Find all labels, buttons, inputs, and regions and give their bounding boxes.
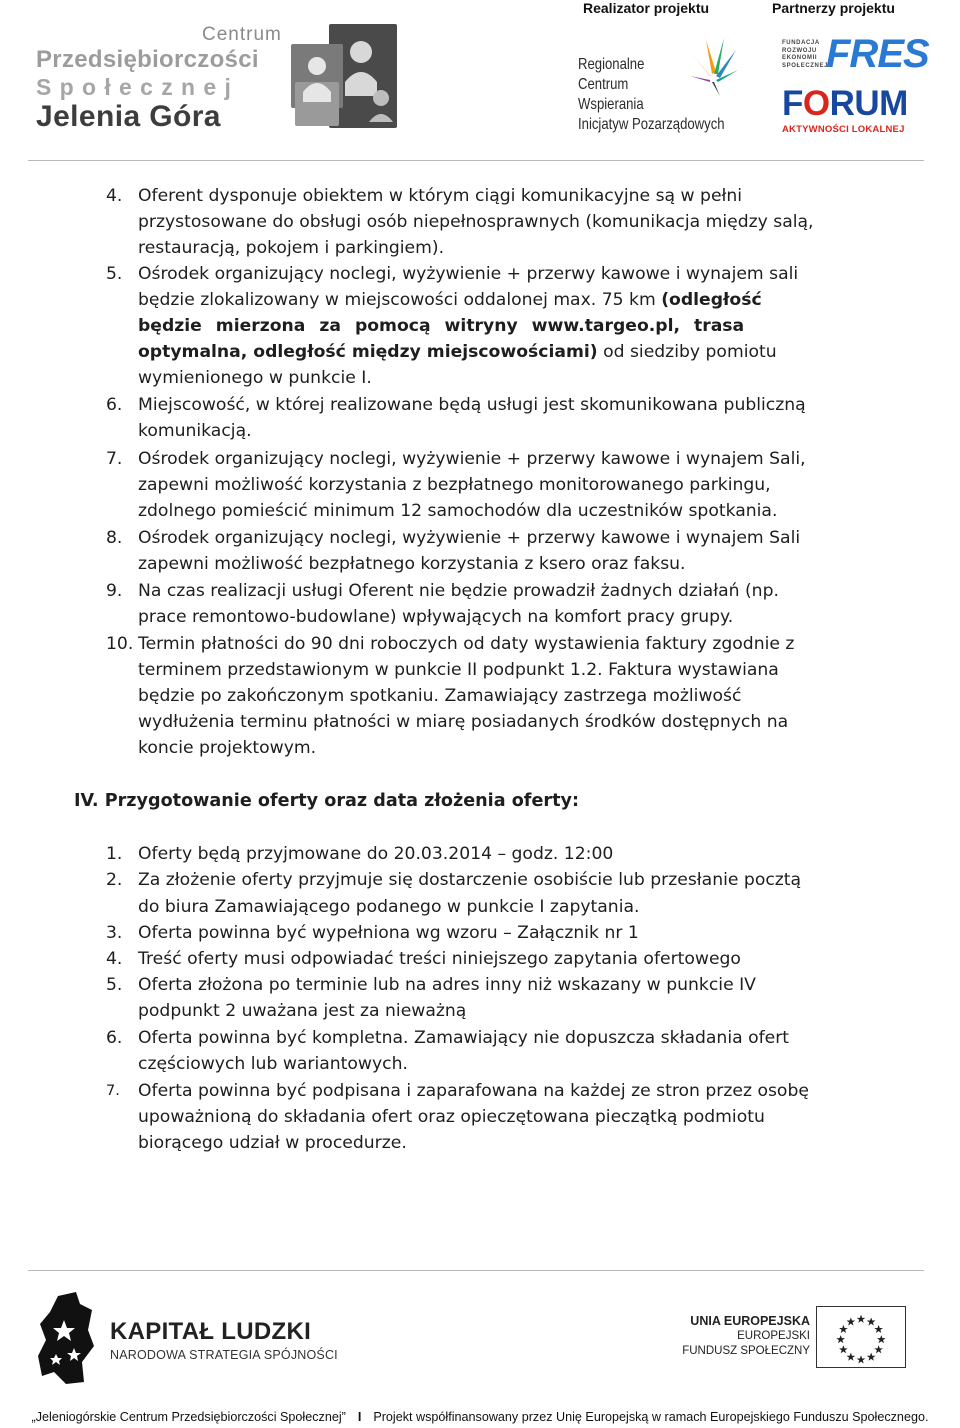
list-item-line: Oferta powinna być kompletna. Zamawiający nie dopuszcza składania ofert <box>138 1028 790 1048</box>
list-item-number: 2. <box>106 870 123 890</box>
list-item-line: upoważnioną do składania ofert oraz opieczętowana pieczątką podmiotu <box>138 1107 765 1127</box>
fres-logo <box>782 32 929 78</box>
list-item-number: 5. <box>106 975 123 995</box>
list-item-line: biorącego udział w procedurze. <box>138 1133 407 1153</box>
cps-logo-line1: Przedsiębiorczości <box>36 46 259 73</box>
list-item-number: 4. <box>106 949 123 969</box>
list-item-line: Oferty będą przyjmowane do 20.03.2014 – godz. 12:00 <box>138 844 614 864</box>
list-item-number: 1. <box>106 844 123 864</box>
list-item-number: 7. <box>106 1083 120 1099</box>
footer-separator: I <box>357 1410 362 1424</box>
list-item-line: będzie mierzona za pomocą witryny www.targeo.pl, trasa <box>138 316 745 336</box>
forum-logo-word <box>782 84 908 124</box>
list-item-line: Oferta powinna być podpisana i zaparafowana na każdej ze stron przez osobę <box>138 1081 809 1101</box>
list-item-line <box>138 339 898 365</box>
cps-logo-line2: Społecznej <box>36 74 240 100</box>
list-item-line: Oferta powinna być wypełniona wg wzoru – Załącznik nr 1 <box>138 923 639 943</box>
cps-logo-line3: Jelenia Góra <box>36 100 221 133</box>
kapital-ludzki-logo <box>36 1290 338 1386</box>
eu-logo-line2: EUROPEJSKI <box>737 1330 810 1342</box>
item5-text: będzie zlokalizowany w miejscowości oddalonej max. 75 km <box>138 290 656 310</box>
list-item-line: Za złożenie oferty przyjmuje się dostarczenie osobiście lub przesłanie pocztą <box>138 870 802 890</box>
list-item-line: Ośrodek organizujący noclegi, wyżywienie + przerwy kawowe i wynajem Sali, <box>138 449 806 469</box>
list-item-number: 6. <box>106 1028 123 1048</box>
list-item-line: restauracją, pokojem i parkingiem). <box>138 238 445 258</box>
list-item-line: Termin płatności do 90 dni roboczych od daty wystawienia faktury zgodnie z <box>138 634 795 654</box>
list-item-number: 5. <box>106 264 123 284</box>
footer-divider <box>28 1270 924 1271</box>
footer-text <box>0 1410 960 1424</box>
cps-jelenia-gora-logo <box>34 22 404 134</box>
list-item-line: prace remontowo-budowlane) wpływających na komfort pracy grupy. <box>138 607 734 627</box>
list-item-line: zdolnego pomieścić minimum 12 samochodów dla uczestników spotkania. <box>138 501 778 521</box>
rcw-logo-line4: Inicjatyw Pozarządowych <box>578 116 725 133</box>
eu-logo-line3: FUNDUSZ SPOŁECZNY <box>682 1345 810 1357</box>
list-item-number: 9. <box>106 581 123 601</box>
list-item-line: Oferent dysponuje obiektem w którym ciągi komunikacyjne są w pełni <box>138 186 743 206</box>
forum-logo-o: O <box>802 84 830 123</box>
list-item-line: Miejscowość, w której realizowane będą usługi jest skomunikowana publiczną <box>138 395 806 415</box>
list-item-line: zapewni możliwość korzystania z bezpłatnego monitorowanego parkingu, <box>138 475 771 495</box>
list-item-line: Oferta złożona po terminie lub na adres inny niż wskazany w punkcie IV <box>138 975 756 995</box>
burst-icon <box>690 36 738 96</box>
rcw-logo-line2: Centrum <box>578 76 629 93</box>
forum-logo-f: F <box>782 84 803 123</box>
list-item-line: Na czas realizacji usługi Oferent nie będzie prowadził żadnych działań (np. <box>138 581 779 601</box>
list-item-line: zapewni możliwość bezpłatnego korzystania z ksero oraz faksu. <box>138 554 686 574</box>
list-item-line <box>138 287 898 313</box>
item5-bold-text: (odległość <box>661 290 762 310</box>
footer-cofinancing-note: Projekt współfinansowany przez Unię Europejską w ramach Europejskiego Funduszu Społecznego. <box>373 1410 929 1424</box>
list-item-line: przystosowane do obsługi osób niepełnosprawnych (komunikacja między salą, <box>138 212 814 232</box>
list-item-line: Ośrodek organizujący noclegi, wyżywienie + przerwy kawowe i wynajem sali <box>138 264 799 284</box>
list-item-number: 7. <box>106 449 123 469</box>
list-item-number: 3. <box>106 923 123 943</box>
list-item-line: Ośrodek organizujący noclegi, wyżywienie + przerwy kawowe i wynajem Sali <box>138 528 801 548</box>
list-item-number: 6. <box>106 395 123 415</box>
section-heading: IV. Przygotowanie oferty oraz data złożenia oferty: <box>74 791 579 811</box>
realizator-label: Realizator projektu <box>583 0 710 16</box>
list-item-line: wymienionego w punkcie I. <box>138 368 372 388</box>
forum-logo <box>782 84 922 140</box>
cps-logo-centrum: Centrum <box>202 24 282 45</box>
poland-map-stars-icon <box>36 1290 96 1386</box>
list-item-line: koncie projektowym. <box>138 738 317 758</box>
eu-logo-text <box>682 1314 810 1359</box>
rcw-logo-line1: Regionalne <box>578 56 645 73</box>
list-item-line: terminem przedstawionym w punkcie II podpunkt 1.2. Faktura wystawiana <box>138 660 779 680</box>
eu-social-fund-logo <box>682 1306 910 1370</box>
fres-logo-word: FRES <box>826 32 929 76</box>
people-puzzle-icon <box>289 22 401 130</box>
list-item-line: podpunkt 2 uważana jest za nieważną <box>138 1001 467 1021</box>
header-divider <box>28 160 924 161</box>
rcw-logo-line3: Wspierania <box>578 96 644 113</box>
fres-logo-small: FUNDACJA ROZWOJU EKONOMII SPOŁECZNEJ <box>782 40 829 69</box>
list-item-line: będzie po zakończonym spotkaniu. Zamawiający zastrzega możliwość <box>138 686 742 706</box>
list-item-line: do biura Zamawiającego podanego w punkcie I zapytania. <box>138 897 640 917</box>
eu-flag-icon <box>816 1306 906 1368</box>
list-item-number: 10. <box>106 634 134 654</box>
list-item-line: Treść oferty musi odpowiadać treści niniejszego zapytania ofertowego <box>138 949 741 969</box>
kapital-ludzki-title: KAPITAŁ LUDZKI <box>110 1318 312 1345</box>
list-item-number: 4. <box>106 186 123 206</box>
forum-logo-rest: RUM <box>829 84 908 123</box>
rcw-logo <box>578 36 738 140</box>
list-item-line: wydłużenia terminu płatności w miarę posiadanych środków dostępnych na <box>138 712 789 732</box>
partnerzy-label: Partnerzy projektu <box>772 0 895 16</box>
list-item-line: komunikacją. <box>138 421 252 441</box>
eu-logo-line1: UNIA EUROPEJSKA <box>690 1314 810 1328</box>
footer-project-name: „Jeleniogórskie Centrum Przedsiębiorczości Społecznej” <box>31 1410 346 1424</box>
item5-text: od siedziby pomiotu <box>603 342 777 362</box>
list-item-number: 8. <box>106 528 123 548</box>
kapital-ludzki-subtitle: NARODOWA STRATEGIA SPÓJNOŚCI <box>110 1348 338 1362</box>
list-item-line: częściowych lub wariantowych. <box>138 1054 408 1074</box>
item5-bold-text: optymalna, odległość między miejscowościami) <box>138 342 598 362</box>
forum-logo-sub: AKTYWNOŚCI LOKALNEJ <box>782 124 905 135</box>
